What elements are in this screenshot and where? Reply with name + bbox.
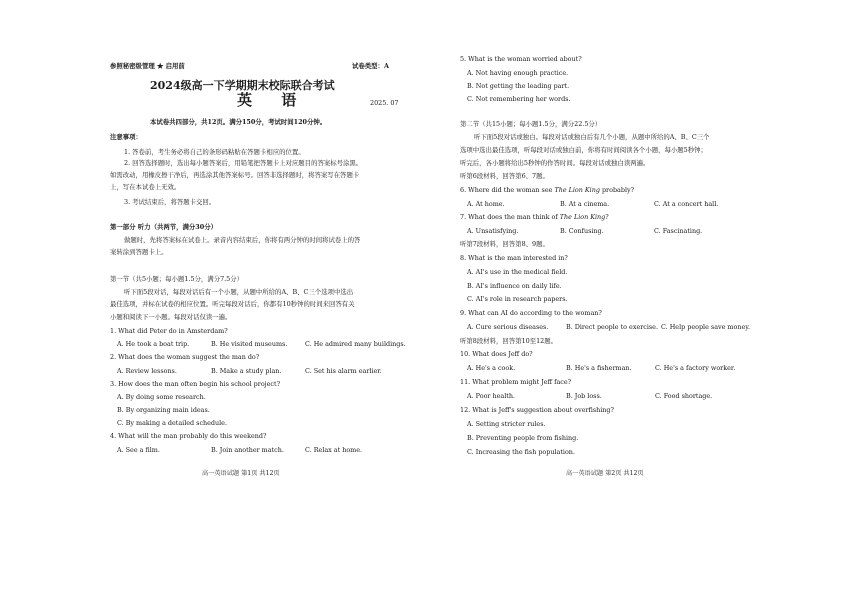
- exam-date: 2025. 07: [370, 99, 399, 107]
- question-4: 4. What will the man probably do this weekend?: [110, 432, 267, 440]
- part1-title: 第一部分 听力（共两节，满分30分）: [110, 223, 217, 231]
- question-6-text: 6. Where did the woman see: [460, 186, 555, 194]
- exam-title: 2024级高一下学期期末校际联合考试: [150, 79, 335, 92]
- subject-title: 英 语: [237, 91, 309, 109]
- part1-instructions-b: 案转涂到答题卡上。: [110, 248, 168, 256]
- question-7-end: ?: [605, 213, 609, 221]
- section2-title: 第二节（共15小题；每小题1.5分，满分22.5分）: [460, 120, 602, 128]
- option: B. Job loss.: [566, 392, 602, 400]
- question-3: 3. How does the man often begin his school project?: [110, 380, 281, 388]
- material-6-note: 听第6段材料，回答第6、7题。: [460, 172, 549, 180]
- question-5: 5. What is the woman worried about?: [460, 55, 582, 63]
- part1-instructions-a: 做题时，先将答案标在试卷上。录音内容结束后，你将有两分钟的时间将试卷上的答: [124, 236, 361, 244]
- section2-instructions-a: 听下面5段对话或独白。每段对话或独白后有几个小题，从题中所给的A、B、C三个: [474, 133, 710, 141]
- option: A. See a film.: [117, 446, 160, 454]
- question-8: 8. What is the man interested in?: [460, 254, 568, 262]
- question-7-text: 7. What does the man think of: [460, 213, 560, 221]
- exam-page-2: [460, 0, 760, 608]
- question-11: 11. What problem might Jeff face?: [460, 378, 572, 386]
- option: A. He's a cook.: [467, 364, 516, 372]
- question-1: 1. What did Peter do in Amsterdam?: [110, 327, 228, 335]
- question-10-options: [467, 364, 757, 372]
- option: C. AI's role in research papers.: [467, 295, 568, 303]
- question-11-options: [467, 392, 757, 400]
- option: B. Preventing people from fishing.: [467, 434, 579, 442]
- page-footer: 高一英语试题 第1页 共12页: [202, 470, 280, 477]
- option: B. Join another match.: [211, 446, 284, 454]
- secret-label: 参照秘密级管理 ★ 启用前: [110, 62, 185, 70]
- option: C. Increasing the fish population.: [467, 448, 575, 456]
- option: B. Direct people to exercise.: [566, 323, 658, 331]
- question-1-options: [117, 340, 407, 348]
- section2-instructions-c: 听完后，各小题将给出5秒钟的作答时间。每段对话或独白读两遍。: [460, 159, 650, 167]
- note-2c: 上，写在本试卷上无效。: [110, 183, 181, 191]
- option: C. By making a detailed schedule.: [117, 419, 227, 427]
- option: A. Poor health.: [467, 392, 515, 400]
- option: A. Not having enough practice.: [467, 69, 569, 77]
- option: C. Food shortage.: [655, 392, 713, 400]
- notes-title: 注意事项：: [110, 133, 142, 141]
- question-7-options: [467, 227, 757, 235]
- option: C. Help people save money.: [661, 323, 751, 331]
- question-2-options: [117, 367, 407, 375]
- question-6: [460, 186, 634, 194]
- exam-intro: 本试卷共四部分，共12页。满分150分，考试时间120分钟。: [150, 118, 327, 126]
- question-10: 10. What does Jeff do?: [460, 350, 533, 358]
- note-3: 3. 考试结束后，将答题卡交回。: [124, 198, 216, 206]
- section1-instructions-a: 听下面5段对话，每段对话后有一个小题，从题中所给的A、B、C三个选项中选出: [124, 288, 354, 296]
- exam-page-1: [110, 0, 410, 608]
- option: C. Fascinating.: [654, 227, 703, 235]
- section1-instructions-c: 小题和阅读下一小题。每段对话仅读一遍。: [110, 313, 232, 321]
- movie-title: The Lion King: [559, 213, 606, 221]
- note-1: 1. 答卷前，考生务必将自己的条形码粘贴在答题卡相应的位置。: [124, 148, 305, 156]
- section1-instructions-b: 最佳选项，并标在试卷的相应位置。听完每段对话后，你都有10秒钟的时间来回答有关: [110, 300, 355, 308]
- question-4-options: [117, 446, 407, 454]
- option: A. At home.: [467, 200, 505, 208]
- option: C. Not remembering her words.: [467, 95, 571, 103]
- option: C. Set his alarm earlier.: [305, 367, 382, 375]
- material-8-note: 听第8段材料，回答第10至12题。: [460, 337, 558, 345]
- page-footer: 高一英语试题 第2页 共12页: [566, 470, 644, 477]
- paper-type: 试卷类型：A: [352, 62, 389, 70]
- option: C. He's a factory worker.: [655, 364, 736, 372]
- movie-title: The Lion King: [554, 186, 600, 194]
- question-6-options: [467, 200, 757, 208]
- option: C. At a concert hall.: [654, 200, 719, 208]
- option: B. He's a fisherman.: [566, 364, 632, 372]
- option: A. Unsatisfying.: [467, 227, 519, 235]
- section1-title: 第一节（共5小题；每小题1.5分，满分7.5分）: [110, 275, 244, 283]
- question-6-end: probably?: [599, 186, 635, 194]
- option: A. Cure serious diseases.: [467, 323, 549, 331]
- option: A. By doing some research.: [117, 393, 206, 401]
- option: B. Make a study plan.: [211, 367, 282, 375]
- option: B. By organizing main ideas.: [117, 406, 210, 414]
- note-2a: 2. 回答选择题时，选出每小题答案后，用铅笔把答题卡上对应题目的答案标号涂黑。: [124, 159, 363, 167]
- option: B. AI's influence on daily life.: [467, 282, 562, 290]
- option: A. He took a boat trip.: [117, 340, 190, 348]
- option: A. Setting stricter rules.: [467, 420, 546, 428]
- section2-instructions-b: 选项中选出最佳选项，听每段对话或独白前，你将有时间阅读各个小题，每小题5秒钟；: [460, 146, 707, 154]
- question-2: 2. What does the woman suggest the man do?: [110, 353, 260, 361]
- question-9-options: [467, 323, 767, 331]
- question-9: 9. What can AI do according to the woman?: [460, 309, 602, 317]
- option: C. He admired many buildings.: [305, 340, 406, 348]
- question-7: [460, 213, 609, 221]
- note-2b: 如需改动，用橡皮擦干净后，再选涂其他答案标号。回答非选择题时，将答案写在答题卡: [110, 171, 360, 179]
- option: B. Confusing.: [560, 227, 604, 235]
- option: A. AI's use in the medical field.: [467, 268, 568, 276]
- option: B. Not getting the leading part.: [467, 82, 570, 90]
- option: B. He visited museums.: [211, 340, 288, 348]
- option: A. Review lessons.: [117, 367, 177, 375]
- question-12: 12. What is Jeff's suggestion about overfishing?: [460, 406, 614, 414]
- material-7-note: 听第7段材料，回答第8、9题。: [460, 240, 549, 248]
- option: B. At a cinema.: [560, 200, 610, 208]
- option: C. Relax at home.: [305, 446, 363, 454]
